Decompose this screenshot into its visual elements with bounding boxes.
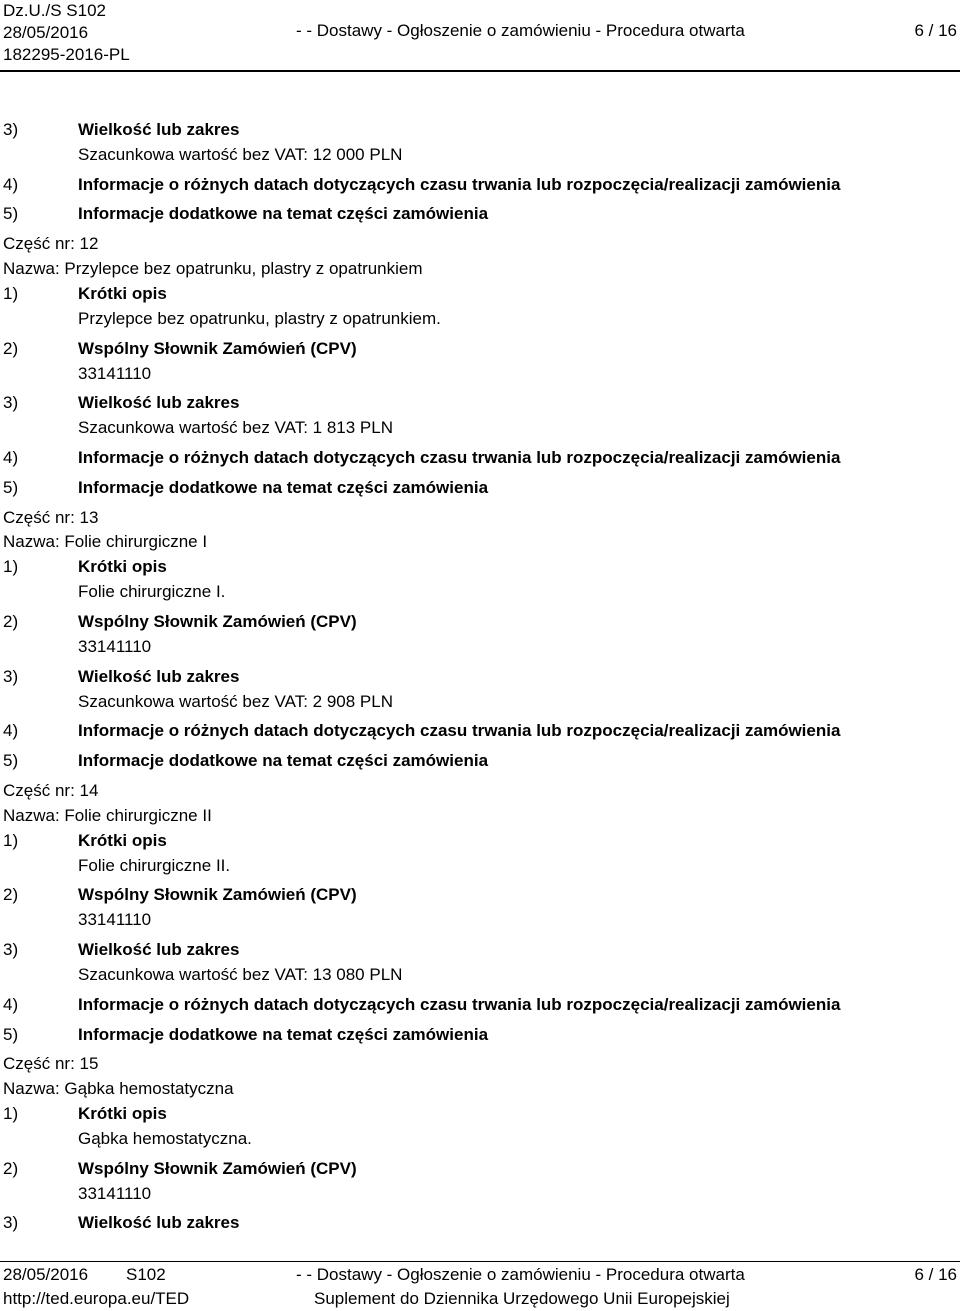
estimated-value: Szacunkowa wartość bez VAT: 13 080 PLN xyxy=(78,964,403,984)
section-heading: 2) Wspólny Słownik Zamówień (CPV) xyxy=(3,1158,357,1178)
footer-series: S102 xyxy=(126,1265,166,1284)
footer-date: 28/05/2016 xyxy=(3,1265,89,1284)
section-heading: 1) Krótki opis xyxy=(3,284,167,304)
part-name: Nazwa: Folie chirurgiczne I xyxy=(3,532,208,552)
cpv-code: 33141110 xyxy=(78,1183,152,1203)
notice-id: 182295-2016-PL xyxy=(3,45,130,64)
section-heading: 4) Informacje o różnych datach dotyczących czasu trwania lub rozpoczęcia/realizacji zamówienia xyxy=(3,448,841,468)
section-heading: 3) Wielkość lub zakres xyxy=(3,666,240,686)
part-number: Część nr: 12 xyxy=(3,234,99,254)
cpv-code: 33141110 xyxy=(78,363,152,383)
part-number: Część nr: 14 xyxy=(3,780,99,800)
part-number: Część nr: 15 xyxy=(3,1054,99,1074)
footer-divider xyxy=(0,1261,960,1262)
short-description: Przylepce bez opatrunku, plastry z opatrunkiem. xyxy=(78,308,441,328)
estimated-value: Szacunkowa wartość bez VAT: 1 813 PLN xyxy=(78,418,393,438)
section-heading: 4) Informacje o różnych datach dotyczących czasu trwania lub rozpoczęcia/realizacji zamówienia xyxy=(3,721,841,741)
cpv-code: 33141110 xyxy=(78,910,152,930)
part-number: Część nr: 13 xyxy=(3,507,99,527)
footer-url-link[interactable]: http://ted.europa.eu/TED xyxy=(3,1289,190,1308)
header-date: 28/05/2016 xyxy=(3,23,89,42)
section-heading: 2) Wspólny Słownik Zamówień (CPV) xyxy=(3,338,357,358)
section-heading: 5) Informacje dodatkowe na temat części zamówienia xyxy=(3,204,489,224)
footer-supplement: Suplement do Dziennika Urzędowego Unii Europejskiej xyxy=(314,1289,730,1308)
section-heading: 3) Wielkość lub zakres xyxy=(3,1213,240,1233)
section-heading: 1) Krótki opis xyxy=(3,1104,167,1124)
header-left xyxy=(3,0,130,66)
doc-ref: Dz.U./S S102 xyxy=(3,1,106,20)
short-description: Folie chirurgiczne I. xyxy=(78,582,226,602)
section-heading: 4) Informacje o różnych datach dotyczących czasu trwania lub rozpoczęcia/realizacji zamówienia xyxy=(3,174,841,194)
header-title: - - Dostawy - Ogłoszenie o zamówieniu - Procedura otwarta xyxy=(296,21,745,40)
header-page-number: 6 / 16 xyxy=(914,21,957,40)
document-body xyxy=(3,118,958,1236)
part-name: Nazwa: Przylepce bez opatrunku, plastry z opatrunkiem xyxy=(3,259,423,279)
section-heading: 1) Krótki opis xyxy=(3,557,167,577)
footer-title: - - Dostawy - Ogłoszenie o zamówieniu - Procedura otwarta xyxy=(296,1265,745,1284)
section-heading: 2) Wspólny Słownik Zamówień (CPV) xyxy=(3,885,357,905)
section-heading: 5) Informacje dodatkowe na temat części zamówienia xyxy=(3,751,489,771)
short-description: Gąbka hemostatyczna. xyxy=(78,1128,252,1148)
footer-page-number: 6 / 16 xyxy=(914,1265,957,1284)
section-heading: 1) Krótki opis xyxy=(3,830,167,850)
section-heading: 5) Informacje dodatkowe na temat części zamówienia xyxy=(3,477,489,497)
section-heading: 5) Informacje dodatkowe na temat części zamówienia xyxy=(3,1024,489,1044)
section-heading: 3) Wielkość lub zakres xyxy=(3,393,240,413)
section-heading: 4) Informacje o różnych datach dotyczących czasu trwania lub rozpoczęcia/realizacji zamówienia xyxy=(3,994,841,1014)
section-heading: 2) Wspólny Słownik Zamówień (CPV) xyxy=(3,612,357,632)
header-divider xyxy=(0,70,960,72)
part-name: Nazwa: Gąbka hemostatyczna xyxy=(3,1079,234,1099)
estimated-value: Szacunkowa wartość bez VAT: 12 000 PLN xyxy=(78,144,403,164)
section-heading: 3) Wielkość lub zakres xyxy=(3,940,240,960)
section-heading: 3) Wielkość lub zakres xyxy=(3,120,240,139)
short-description: Folie chirurgiczne II. xyxy=(78,855,231,875)
estimated-value: Szacunkowa wartość bez VAT: 2 908 PLN xyxy=(78,691,393,711)
cpv-code: 33141110 xyxy=(78,636,152,656)
part-name: Nazwa: Folie chirurgiczne II xyxy=(3,805,212,825)
